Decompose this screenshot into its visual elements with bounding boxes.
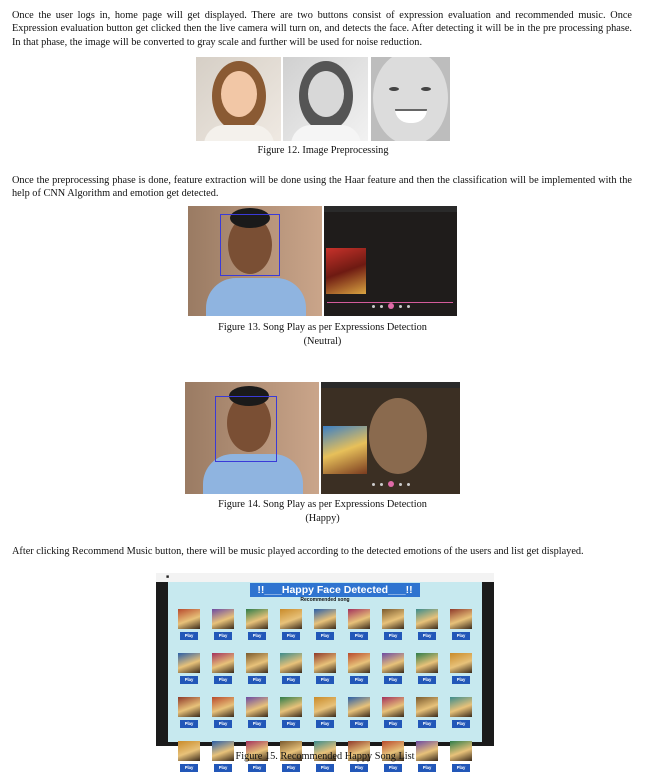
song-album-art [416, 697, 438, 717]
figure-12-face-closeup [371, 57, 450, 141]
play-button[interactable]: Play [418, 720, 436, 728]
play-button[interactable]: Play [282, 720, 300, 728]
song-album-art [212, 609, 234, 629]
play-button[interactable]: Play [248, 764, 266, 772]
song-item [378, 692, 408, 734]
play-button[interactable]: Play [214, 632, 232, 640]
play-button[interactable]: Play [248, 676, 266, 684]
song-item [276, 604, 306, 646]
song-album-art [314, 609, 336, 629]
play-button[interactable]: Play [350, 764, 368, 772]
paragraph-intro: Once the user logs in, home page will get displayed. There are two buttons consist of expression evaluation and recommended music. Once Expression evaluation button get clicked then the live camera will turn on, and detects the face. After detecting it will be in the pre processing phase. In that phase, the image will be converted to gray scale and further will be used for noise reduction. [12, 10, 632, 48]
play-button[interactable]: Play [350, 676, 368, 684]
song-album-art [450, 609, 472, 629]
song-item [412, 648, 442, 690]
song-album-art [416, 609, 438, 629]
figure-13-caption-line1: Figure 13. Song Play as per Expressions Detection [218, 322, 427, 333]
play-button[interactable]: Play [350, 632, 368, 640]
song-item [344, 692, 374, 734]
song-item [276, 648, 306, 690]
play-button[interactable]: Play [350, 720, 368, 728]
song-album-art [416, 653, 438, 673]
figure-13-music-player [324, 206, 457, 316]
recommended-song-label: Recommended song [300, 597, 350, 603]
song-item [412, 604, 442, 646]
play-button[interactable]: Play [316, 764, 334, 772]
figure-12-color-photo [196, 57, 281, 141]
song-album-art [246, 653, 268, 673]
play-button[interactable]: Play [282, 632, 300, 640]
song-item [276, 692, 306, 734]
play-button[interactable]: Play [180, 764, 198, 772]
play-button[interactable]: Play [316, 720, 334, 728]
happy-face-banner: !!___Happy Face Detected___!! [250, 583, 420, 597]
song-item [208, 648, 238, 690]
song-item [446, 604, 476, 646]
play-button[interactable]: Play [452, 676, 470, 684]
song-item [344, 648, 374, 690]
song-item [310, 648, 340, 690]
play-button[interactable]: Play [418, 764, 436, 772]
song-album-art [178, 609, 200, 629]
song-item [446, 648, 476, 690]
play-button[interactable]: Play [418, 632, 436, 640]
song-album-art [348, 609, 370, 629]
song-item [412, 692, 442, 734]
song-album-art [212, 697, 234, 717]
song-item [208, 692, 238, 734]
play-button[interactable]: Play [418, 676, 436, 684]
play-button[interactable]: Play [180, 676, 198, 684]
song-item [208, 604, 238, 646]
figure-13-webcam-neutral [188, 206, 322, 316]
play-button[interactable]: Play [452, 632, 470, 640]
figure-15-caption: Figure 15. Recommended Happy Song List [235, 751, 415, 762]
song-album-art [450, 697, 472, 717]
play-button[interactable]: Play [248, 632, 266, 640]
play-button[interactable]: Play [248, 720, 266, 728]
play-button[interactable]: Play [180, 720, 198, 728]
song-item [174, 648, 204, 690]
song-item [310, 604, 340, 646]
play-button[interactable]: Play [384, 676, 402, 684]
song-album-art [178, 653, 200, 673]
song-album-art [382, 653, 404, 673]
play-button[interactable]: Play [214, 764, 232, 772]
song-album-art [280, 609, 302, 629]
figure-13-caption-line2: (Neutral) [303, 336, 342, 347]
song-item [242, 648, 272, 690]
song-album-art [246, 697, 268, 717]
song-album-art [280, 653, 302, 673]
song-album-art [450, 653, 472, 673]
song-item [446, 692, 476, 734]
song-album-art [246, 609, 268, 629]
play-button[interactable]: Play [452, 720, 470, 728]
song-item [344, 604, 374, 646]
song-album-art [382, 697, 404, 717]
play-button[interactable]: Play [316, 676, 334, 684]
song-album-art [348, 653, 370, 673]
figure-14-caption-line2: (Happy) [305, 513, 340, 524]
play-button[interactable]: Play [282, 676, 300, 684]
figure-12-grayscale-photo [283, 57, 368, 141]
play-button[interactable]: Play [316, 632, 334, 640]
figure-14-webcam-happy [185, 382, 319, 494]
song-item [242, 604, 272, 646]
app-titlebar: ■ [156, 573, 494, 582]
play-button[interactable]: Play [214, 676, 232, 684]
figure-12-caption: Figure 12. Image Preprocessing [257, 145, 389, 156]
play-button[interactable]: Play [384, 720, 402, 728]
song-item [378, 604, 408, 646]
play-button[interactable]: Play [180, 632, 198, 640]
song-album-art [280, 697, 302, 717]
song-album-art [348, 697, 370, 717]
paragraph-feature-extraction: Once the preprocessing phase is done, feature extraction will be done using the Haar feature and then the classification will be implemented with the help of CNN Algorithm and emotion get detected. [12, 175, 632, 200]
song-album-art [314, 653, 336, 673]
play-button[interactable]: Play [384, 764, 402, 772]
play-button[interactable]: Play [452, 764, 470, 772]
play-button[interactable]: Play [384, 632, 402, 640]
figure-14-caption-line1: Figure 14. Song Play as per Expressions Detection [218, 499, 427, 510]
song-item [378, 648, 408, 690]
song-item [310, 692, 340, 734]
song-item [174, 604, 204, 646]
play-button[interactable]: Play [282, 764, 300, 772]
song-item [242, 692, 272, 734]
song-album-art [382, 609, 404, 629]
song-album-art [212, 653, 234, 673]
paragraph-recommend: After clicking Recommend Music button, there will be music played according to the detected emotions of the users and list get displayed. [12, 546, 584, 557]
song-album-art [178, 697, 200, 717]
play-button[interactable]: Play [214, 720, 232, 728]
song-album-art [314, 697, 336, 717]
song-item [174, 692, 204, 734]
figure-14-music-player [321, 382, 460, 494]
